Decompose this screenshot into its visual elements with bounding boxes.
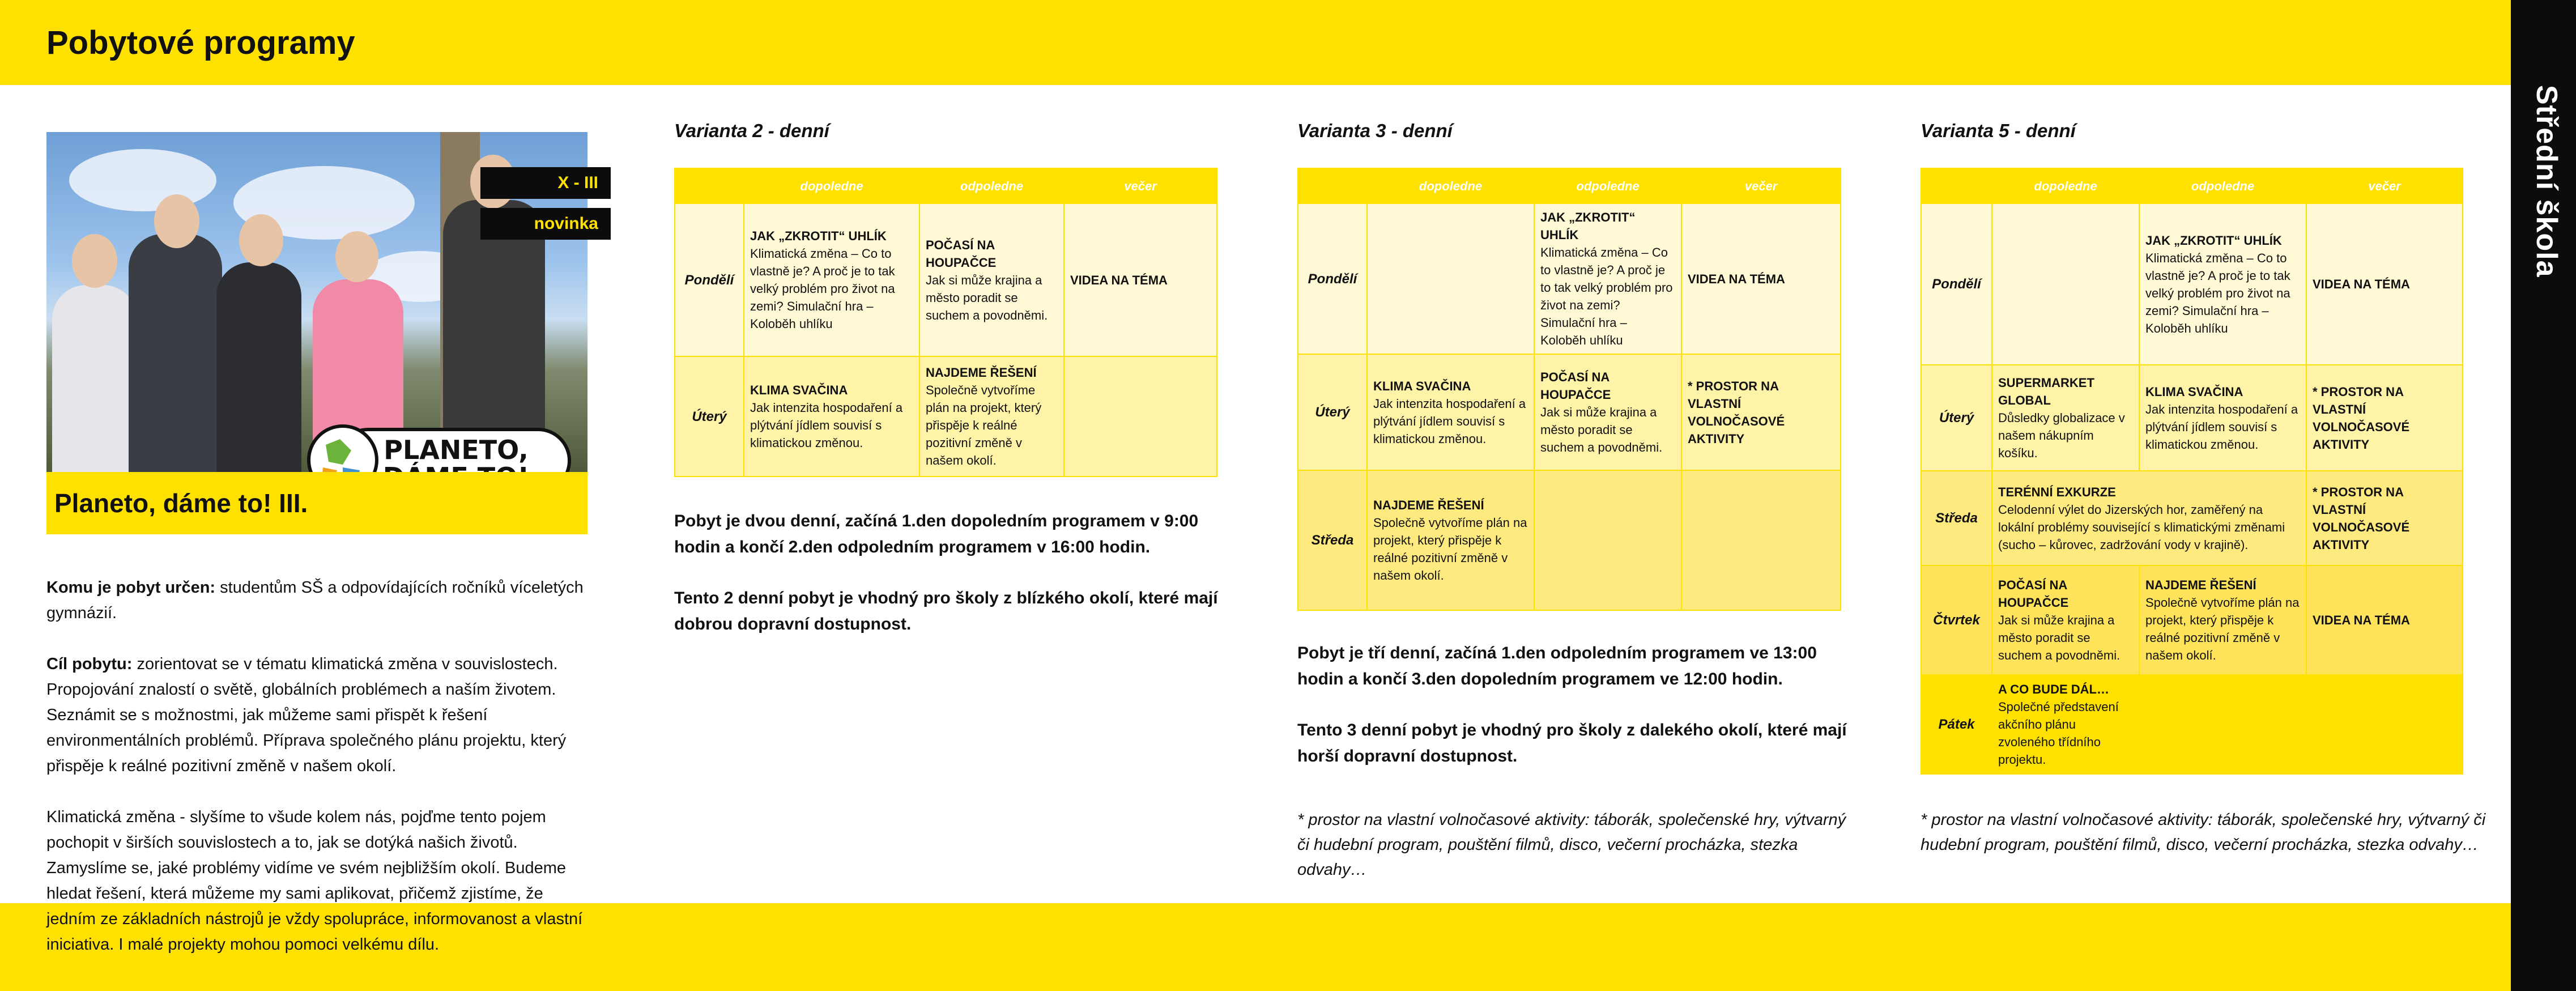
activity-cell	[2306, 675, 2463, 774]
col-evening: večer	[2306, 168, 2463, 203]
activity-description: Společně vytvoříme plán na projekt, který přispěje k reálné pozitivní změně v našem okolí.	[926, 383, 1042, 467]
activity-title: NAJDEME ŘEŠENÍ	[926, 365, 1037, 380]
col-morning: dopoledne	[1367, 168, 1534, 203]
day-label: Úterý	[675, 356, 744, 477]
activity-description: Klimatická změna – Co to vlastně je? A proč je to tak velký problém pro život na zemi? Simulační hra – Koloběh uhlíku	[1540, 245, 1673, 347]
col-morning: dopoledne	[1992, 168, 2139, 203]
activity-cell	[1534, 354, 1681, 470]
day-label: Čtvrtek	[1921, 565, 1992, 675]
col-afternoon: odpoledne	[1534, 168, 1681, 203]
activity-title: NAJDEME ŘEŠENÍ	[1373, 498, 1484, 512]
activity-title: A CO BUDE DÁL…	[1998, 682, 2109, 696]
activity-cell	[1064, 356, 1217, 477]
activity-title: POČASÍ NA HOUPAČCE	[1998, 578, 2069, 610]
activity-cell	[919, 356, 1064, 477]
activity-cell	[1992, 203, 2139, 365]
col-afternoon: odpoledne	[2139, 168, 2306, 203]
activity-description: Jak si může krajina a město poradit se suchem a povodněmi.	[1998, 613, 2121, 662]
activity-description: Jak si může krajina a město poradit se suchem a povodněmi.	[926, 273, 1048, 322]
activity-title: KLIMA SVAČINA	[1373, 378, 1471, 393]
activity-title: JAK „ZKROTIT“ UHLÍK	[2145, 233, 2282, 248]
intro-text: Klimatická změna - slyšíme to všude kolem nás, pojďme tento pojem pochopit v širších souvislostech a to, jak se dotýká našich životů. Zamyslíme se, jaké problémy vidíme ve svém nejbližším okolí. Budeme hledat řešení, která můžeme my sami aplikovat, přičemž zjistíme, že jedním ze základních nástrojů je vždy spolupráce, informovanost a vlastní iniciativa. I malé projekty mohou pomoci velkému dílu.	[46, 808, 583, 954]
variant2-note-suitability: Tento 2 denní pobyt je vhodný pro školy z blízkého okolí, které mají dobrou dopravní dostupnost.	[674, 589, 1218, 633]
activity-cell	[1367, 470, 1534, 610]
svg-text:PLANETO,: PLANETO,	[384, 435, 529, 465]
activity-title: POČASÍ NA HOUPAČCE	[926, 237, 997, 270]
variant3-table	[1297, 168, 1841, 611]
activity-title: JAK „ZKROTIT“ UHLÍK	[1540, 210, 1636, 242]
for-text: studentům SŠ a odpovídajících ročníků víceletých gymnázií.	[46, 579, 584, 622]
activity-cell	[1992, 565, 2139, 675]
page-title: Pobytové programy	[46, 24, 355, 61]
goal-text: zorientovat se v tématu klimatická změna v souvislostech. Propojování znalostí o světě, globálních problémech a naším životem. Seznámit se s možnostmi, jak můžeme sami přispět k řešení environmentálních problémů. Příprava společného plánu projektu, který přispěje k reálné pozitivní změně v našem okolí.	[46, 655, 567, 775]
variant3-note-duration: Pobyt je tří denní, začíná 1.den odpoledním programem ve 13:00 hodin a končí 3.den dopoledním programem ve 12:00 hodin.	[1297, 644, 1817, 688]
activity-cell	[1992, 365, 2139, 471]
activity-title: VIDEA NA TÉMA	[1688, 271, 1785, 286]
variant5-title: Varianta 5 - denní	[1921, 120, 2076, 141]
activity-title: SUPERMARKET GLOBAL	[1998, 376, 2094, 407]
activity-description: Celodenní výlet do Jizerských hor, zaměřený na lokální problémy související s klimatickými změnami (sucho – kůrovec, zadržování vody v krajině).	[1998, 502, 2285, 552]
activity-title: VIDEA NA TÉMA	[2313, 613, 2410, 627]
activity-description: Společné představení akčního plánu zvoleného třídního projektu.	[1998, 700, 2119, 767]
activity-description: Jak intenzita hospodaření a plýtvání jídlem souvisí s klimatickou změnou.	[1373, 396, 1526, 446]
activity-description: Důsledky globalizace v našem nákupním košíku.	[1998, 411, 2125, 460]
col-evening: večer	[1064, 168, 1217, 203]
day-label: Pondělí	[1298, 203, 1367, 354]
activity-title: * PROSTOR NA VLASTNÍ VOLNOČASOVÉ AKTIVITY	[1688, 378, 1785, 446]
activity-cell	[1992, 471, 2306, 565]
activity-title: * PROSTOR NA VLASTNÍ VOLNOČASOVÉ AKTIVITY	[2313, 484, 2410, 552]
variant2-title: Varianta 2 - denní	[674, 120, 829, 141]
activity-title: TERÉNNÍ EXKURZE	[1998, 484, 2116, 499]
activity-cell	[2139, 565, 2306, 675]
activity-title: POČASÍ NA HOUPAČCE	[1540, 370, 1611, 402]
activity-cell	[1367, 354, 1534, 470]
activity-title: NAJDEME ŘEŠENÍ	[2145, 578, 2256, 592]
activity-cell	[2306, 471, 2463, 565]
activity-cell	[2139, 675, 2306, 774]
day-label: Středa	[1298, 470, 1367, 610]
day-label: Úterý	[1298, 354, 1367, 470]
variant3-title: Varianta 3 - denní	[1297, 120, 1453, 141]
activity-description: Klimatická změna – Co to vlastně je? A proč je to tak velký problém pro život na zemi? Simulační hra – Koloběh uhlíku	[750, 246, 895, 331]
activity-cell	[744, 203, 919, 356]
variant5-footnote: * prostor na vlastní volnočasové aktivity: táborák, společenské hry, výtvarný či hudební program, pouštění filmů, disco, večerní procházka, stezka odvahy…	[1921, 811, 2486, 854]
activity-title: JAK „ZKROTIT“ UHLÍK	[750, 229, 887, 243]
activity-cell	[1534, 203, 1681, 354]
header-band	[0, 0, 2511, 85]
activity-cell	[1681, 354, 1841, 470]
goal-label: Cíl pobytu:	[46, 655, 133, 673]
activity-cell	[744, 356, 919, 477]
activity-cell	[1681, 203, 1841, 354]
activity-cell	[2306, 565, 2463, 675]
program-description	[46, 575, 587, 983]
variant3-footnote: * prostor na vlastní volnočasové aktivity: táborák, společenské hry, výtvarný či hudební program, pouštění filmů, disco, večerní procházka, stezka odvahy…	[1297, 811, 1846, 879]
activity-title: KLIMA SVAČINA	[2145, 384, 2243, 399]
activity-cell	[2306, 203, 2463, 365]
col-morning: dopoledne	[744, 168, 919, 203]
activity-cell	[1681, 470, 1841, 610]
activity-description: Společně vytvoříme plán na projekt, který přispěje k reálné pozitivní změně v našem okolí.	[1373, 516, 1527, 582]
new-tag: novinka	[480, 208, 611, 240]
activity-title: VIDEA NA TÉMA	[1070, 273, 1168, 287]
side-label: Střední škola	[2530, 85, 2563, 278]
variant2-table	[674, 168, 1217, 477]
activity-cell	[1534, 470, 1681, 610]
level-tag: X - III	[480, 167, 611, 199]
activity-title: KLIMA SVAČINA	[750, 383, 848, 397]
activity-cell	[1992, 675, 2139, 774]
activity-title: * PROSTOR NA VLASTNÍ VOLNOČASOVÉ AKTIVITY	[2313, 384, 2410, 452]
day-label: Středa	[1921, 471, 1992, 565]
activity-description: Jak intenzita hospodaření a plýtvání jídlem souvisí s klimatickou změnou.	[750, 401, 903, 450]
activity-cell	[2139, 365, 2306, 471]
variant3-note-suitability: Tento 3 denní pobyt je vhodný pro školy z dalekého okolí, které mají horší dopravní dostupnost.	[1297, 721, 1847, 765]
variant5-table	[1921, 168, 2463, 775]
activity-cell	[1367, 203, 1534, 354]
day-label: Úterý	[1921, 365, 1992, 471]
day-label: Pondělí	[1921, 203, 1992, 365]
variant2-note-duration: Pobyt je dvou denní, začíná 1.den dopoledním programem v 9:00 hodin a končí 2.den odpoledním programem v 16:00 hodin.	[674, 512, 1199, 556]
activity-cell	[919, 203, 1064, 356]
activity-description: Jak si může krajina a město poradit se suchem a povodněmi.	[1540, 405, 1663, 454]
program-name: Planeto, dáme to! III.	[46, 472, 587, 534]
activity-description: Klimatická změna – Co to vlastně je? A proč je to tak velký problém pro život na zemi? Simulační hra – Koloběh uhlíku	[2145, 250, 2290, 335]
activity-title: VIDEA NA TÉMA	[2313, 277, 2410, 291]
activity-description: Společně vytvoříme plán na projekt, který přispěje k reálné pozitivní změně v našem okolí.	[2145, 596, 2300, 662]
activity-cell	[1064, 203, 1217, 356]
day-label: Pátek	[1921, 675, 1992, 774]
col-afternoon: odpoledne	[919, 168, 1064, 203]
activity-cell	[2139, 203, 2306, 365]
col-evening: večer	[1681, 168, 1841, 203]
for-label: Komu je pobyt určen:	[46, 579, 216, 597]
activity-description: Jak intenzita hospodaření a plýtvání jídlem souvisí s klimatickou změnou.	[2145, 402, 2298, 452]
activity-cell	[2306, 365, 2463, 471]
day-label: Pondělí	[675, 203, 744, 356]
